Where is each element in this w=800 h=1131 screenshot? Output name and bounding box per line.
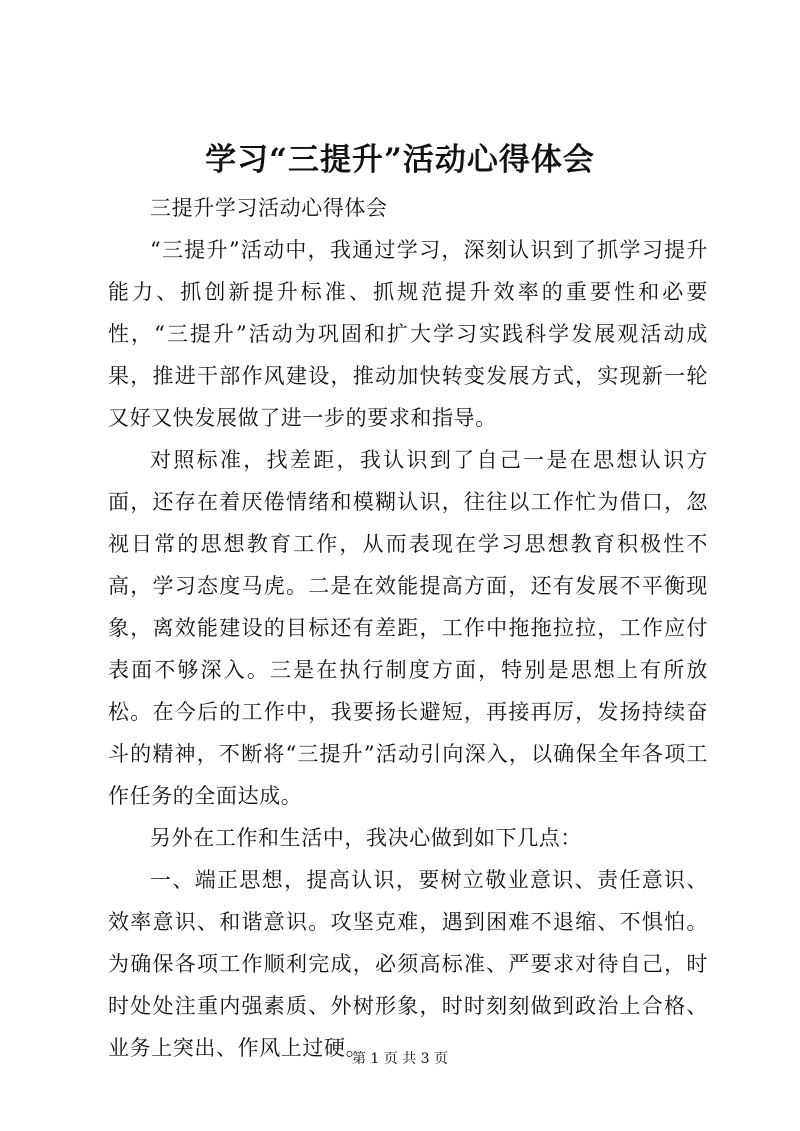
self-assessment-paragraph: 对照标准，找差距，我认识到了自己一是在思想认识方面，还存在着厌倦情绪和模糊认识，往往以工作忙为借口，忽视日常的思想教育工作，从而表现在学习思想教育积极性不高，学习态度马虎。二是在效能提高方面，还有发展不平衡现象，离效能建设的目标还有差距，工作中拖拖拉拉，工作应付表面不够深入。三是在执行制度方面，特别是思想上有所放松。在今后的工作中，我要扬长避短，再接再厉，发扬持续奋斗的精神，不断将“三提升”活动引向深入，以确保全年各项工作任务的全面达成。 <box>108 448 708 808</box>
subtitle-paragraph: 三提升学习活动心得体会 <box>150 196 388 220</box>
page-number-footer: 第 1 页 共 3 页 <box>351 1051 449 1067</box>
document-title: 学习“三提升”活动心得体会 <box>205 142 595 178</box>
resolution-intro-paragraph: 另外在工作和生活中，我决心做到如下几点： <box>150 826 582 850</box>
document-body <box>108 187 708 1069</box>
intro-paragraph: “三提升”活动中，我通过学习，深刻认识到了抓学习提升能力、抓创新提升标准、抓规范提升效率的重要性和必要性，“三提升”活动为巩固和扩大学习实践科学发展观活动成果，推进干部作风建设，推动加快转变发展方式，实现新一轮又好又快发展做了进一步的要求和指导。 <box>108 238 708 430</box>
point-one-paragraph: 一、端正思想，提高认识，要树立敬业意识、责任意识、效率意识、和谐意识。攻坚克难，遇到困难不退缩、不惧怕。为确保各项工作顺利完成，必须高标准、严要求对待自己，时时处处注重内强素质、外树形象，时时刻刻做到政治上合格、业务上突出、作风上过硬。 <box>108 868 708 1060</box>
